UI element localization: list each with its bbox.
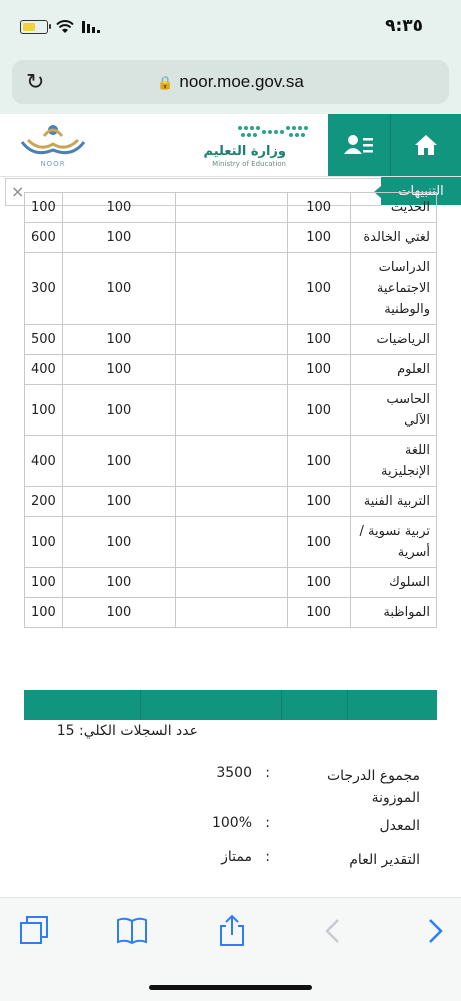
- score-cell: 100: [62, 193, 175, 223]
- subject-cell: الحديث: [350, 193, 436, 223]
- summary-colon: :: [265, 849, 270, 865]
- bookmarks-icon[interactable]: [115, 914, 149, 948]
- summary-value: ممتاز: [221, 849, 252, 865]
- lock-icon: 🔒: [157, 75, 174, 90]
- moe-name-en: Ministry of Education: [212, 160, 286, 168]
- score-cell: 100: [287, 598, 350, 628]
- weighted-score-cell: 400: [25, 355, 63, 385]
- subject-cell: الحاسب الآلي: [350, 385, 436, 436]
- table-row: [25, 385, 437, 436]
- table-row: [25, 487, 437, 517]
- score-cell: 100: [287, 355, 350, 385]
- user-list-icon: [344, 134, 374, 156]
- summary-label: التقدير العام: [349, 852, 420, 868]
- browser-top-chrome: [0, 0, 461, 114]
- weighted-score-cell: 200: [25, 487, 63, 517]
- signal-icon: [82, 20, 102, 34]
- empty-cell: [176, 325, 288, 355]
- grades-table-body: [25, 193, 437, 628]
- grades-summary: [150, 765, 420, 883]
- summary-colon: :: [265, 815, 270, 831]
- user-menu-button[interactable]: [328, 114, 391, 176]
- table-row: [25, 355, 437, 385]
- status-bar: [0, 14, 461, 44]
- weighted-score-cell: 300: [25, 253, 63, 325]
- subject-cell: المواظبة: [350, 598, 436, 628]
- score-cell: 100: [287, 223, 350, 253]
- score-cell: 100: [62, 517, 175, 568]
- subject-cell: السلوك: [350, 568, 436, 598]
- weighted-score-cell: 100: [25, 385, 63, 436]
- grades-table: [24, 192, 437, 628]
- score-cell: 100: [62, 355, 175, 385]
- address-bar[interactable]: [12, 60, 449, 104]
- score-cell: 100: [62, 568, 175, 598]
- empty-cell: [176, 253, 288, 325]
- empty-cell: [176, 598, 288, 628]
- empty-cell: [176, 436, 288, 487]
- status-time: ٩:٣٥: [385, 16, 423, 36]
- subject-cell: تربية نسوية / أسرية: [350, 517, 436, 568]
- moe-logo[interactable]: [196, 120, 316, 170]
- score-cell: 100: [287, 487, 350, 517]
- table-row: [25, 223, 437, 253]
- subject-cell: لغتي الخالدة: [350, 223, 436, 253]
- score-cell: 100: [62, 436, 175, 487]
- score-cell: 100: [62, 223, 175, 253]
- summary-value: 100%: [211, 815, 252, 831]
- empty-cell: [176, 568, 288, 598]
- subject-cell: الرياضيات: [350, 325, 436, 355]
- summary-label: مجموع الدرجات الموزونة: [326, 768, 420, 806]
- weighted-score-cell: 100: [25, 193, 63, 223]
- forward-icon[interactable]: [418, 914, 452, 948]
- battery-icon: [20, 20, 48, 34]
- site-header: [0, 114, 461, 177]
- score-cell: 100: [287, 325, 350, 355]
- table-row: [25, 517, 437, 568]
- weighted-score-cell: 600: [25, 223, 63, 253]
- weighted-score-cell: 100: [25, 598, 63, 628]
- score-cell: 100: [287, 568, 350, 598]
- score-cell: 100: [62, 598, 175, 628]
- subject-cell: الدراسات الاجتماعية والوطنية: [350, 253, 436, 325]
- table-row: [25, 436, 437, 487]
- records-count: [24, 723, 198, 739]
- status-icons: [20, 20, 102, 34]
- table-row: [25, 193, 437, 223]
- score-cell: 100: [287, 385, 350, 436]
- empty-cell: [176, 193, 288, 223]
- empty-cell: [176, 487, 288, 517]
- table-row: [25, 253, 437, 325]
- weighted-score-cell: 400: [25, 436, 63, 487]
- summary-colon: :: [265, 765, 270, 781]
- moe-dots-icon: [236, 122, 316, 142]
- reload-icon[interactable]: ↻: [26, 70, 45, 95]
- notifications-tab[interactable]: التنبيهات: [381, 177, 461, 205]
- table-row: [25, 568, 437, 598]
- summary-row-total: [150, 765, 420, 809]
- tabs-icon[interactable]: [18, 914, 52, 948]
- summary-row-average: [150, 815, 420, 843]
- home-button[interactable]: [391, 114, 461, 176]
- url-value: noor.moe.gov.sa: [179, 72, 304, 91]
- noor-emblem-icon: [14, 120, 92, 160]
- table-footer-bar: [24, 690, 437, 720]
- score-cell: 100: [62, 325, 175, 355]
- noor-logo[interactable]: [14, 120, 92, 172]
- weighted-score-cell: 500: [25, 325, 63, 355]
- empty-cell: [176, 517, 288, 568]
- score-cell: 100: [287, 436, 350, 487]
- records-label: عدد السجلات الكلي:: [79, 723, 198, 739]
- back-icon[interactable]: [316, 914, 350, 948]
- score-cell: 100: [62, 487, 175, 517]
- weighted-score-cell: 100: [25, 568, 63, 598]
- records-value: 15: [56, 723, 75, 739]
- empty-cell: [176, 385, 288, 436]
- grades-table-viewport[interactable]: [24, 200, 437, 693]
- subject-cell: العلوم: [350, 355, 436, 385]
- table-row: [25, 325, 437, 355]
- score-cell: 100: [287, 193, 350, 223]
- subject-cell: اللغة الإنجليزية: [350, 436, 436, 487]
- home-indicator: [149, 985, 312, 990]
- score-cell: 100: [62, 385, 175, 436]
- summary-value: 3500: [216, 765, 252, 781]
- score-cell: 100: [62, 253, 175, 325]
- moe-name-ar: وزارة التعليم: [203, 144, 286, 159]
- summary-label: المعدل: [379, 818, 420, 834]
- empty-cell: [176, 223, 288, 253]
- empty-cell: [176, 355, 288, 385]
- url-text[interactable]: [12, 72, 449, 92]
- weighted-score-cell: 100: [25, 517, 63, 568]
- share-icon[interactable]: [215, 914, 249, 948]
- score-cell: 100: [287, 517, 350, 568]
- table-row: [25, 598, 437, 628]
- wifi-icon: [56, 20, 74, 34]
- noor-label: NOOR: [40, 160, 66, 168]
- subject-cell: التربية الفنية: [350, 487, 436, 517]
- summary-row-grade: [150, 849, 420, 877]
- home-icon: [414, 134, 438, 156]
- close-icon[interactable]: ×: [11, 182, 25, 201]
- score-cell: 100: [287, 253, 350, 325]
